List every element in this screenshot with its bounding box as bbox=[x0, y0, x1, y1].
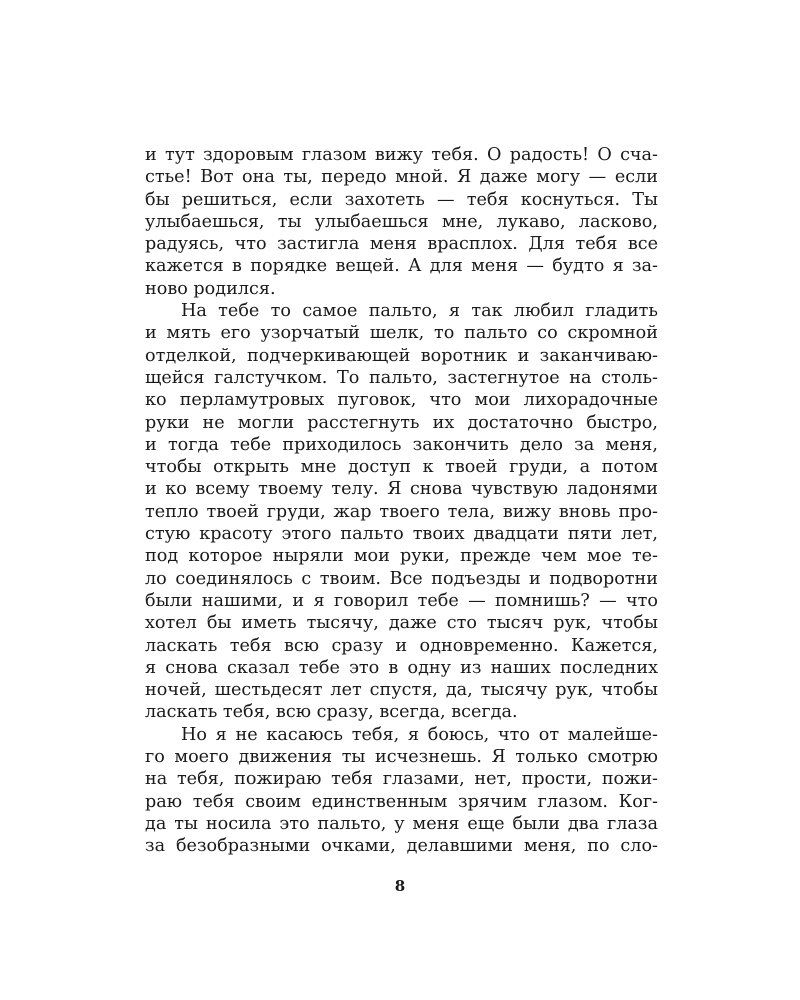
text-line: стье! Вот она ты, передо мной. Я даже могу — если bbox=[145, 167, 658, 188]
text-line: и тогда тебе приходилось закончить дело за меня, bbox=[145, 434, 658, 455]
text-line: чтобы открыть мне доступ к твоей груди, а потом bbox=[145, 457, 658, 478]
text-line: улыбаешься, ты улыбаешься мне, лукаво, ласково, bbox=[145, 211, 658, 232]
text-line: и тут здоровым глазом вижу тебя. О радость! О сча- bbox=[145, 145, 658, 165]
text-line: тепло твоей груди, жар твоего тела, вижу вновь про- bbox=[145, 501, 658, 522]
text-line: руки не могли расстегнуть их достаточно быстро, bbox=[145, 412, 658, 433]
page-number: 8 bbox=[394, 877, 406, 895]
text-line: го моего движения ты исчезнешь. Я только смотрю bbox=[145, 747, 658, 768]
text-line: ласкать тебя, всю сразу, всегда, всегда. bbox=[145, 702, 518, 723]
text-line: кажется в порядке вещей. А для меня — будто я за- bbox=[145, 256, 658, 277]
text-line: ласкать тебя всю сразу и одновременно. Кажется, bbox=[145, 635, 658, 656]
text-line: Но я не касаюсь тебя, я боюсь, что от малейше- bbox=[181, 724, 658, 745]
text-line: щейся галстучком. То пальто, застегнутое на столь- bbox=[145, 367, 658, 388]
text-line: На тебе то самое пальто, я так любил гладить bbox=[181, 301, 658, 322]
text-line: под которое ныряли мои руки, прежде чем мое те- bbox=[145, 546, 658, 567]
book-page-text bbox=[145, 144, 658, 858]
text-line: и ко всему твоему телу. Я снова чувствую ладонями bbox=[145, 479, 658, 500]
text-line: хотел бы иметь тысячу, даже сто тысяч рук, чтобы bbox=[145, 613, 658, 634]
text-line: на тебя, пожираю тебя глазами, нет, прости, пожи- bbox=[145, 769, 658, 790]
text-line: были нашими, и я говорил тебе — помнишь? — что bbox=[145, 590, 658, 611]
text-line: ко перламутровых пуговок, что мои лихорадочные bbox=[145, 390, 658, 411]
text-line: стую красоту этого пальто твоих двадцати пяти лет, bbox=[145, 524, 658, 545]
text-line: отделкой, подчеркивающей воротник и заканчиваю- bbox=[145, 345, 658, 366]
text-line: за безобразными очками, делавшими меня, по сло- bbox=[145, 836, 658, 857]
text-line: ново родился. bbox=[145, 278, 276, 299]
text-line: раю тебя своим единственным зрячим глазом. Ког- bbox=[145, 791, 658, 812]
text-line: и мять его узорчатый шелк, то пальто со скромной bbox=[145, 323, 658, 344]
text-line: бы решиться, если захотеть — тебя коснуться. Ты bbox=[145, 189, 658, 210]
text-line: радуясь, что застигла меня врасплох. Для тебя все bbox=[145, 234, 658, 255]
text-line: да ты носила это пальто, у меня еще были два глаза bbox=[145, 813, 658, 834]
text-line: ночей, шестьдесят лет спустя, да, тысячу рук, чтобы bbox=[145, 680, 658, 701]
text-line: ло соединялось с твоим. Все подъезды и подворотни bbox=[145, 568, 658, 589]
text-line: я снова сказал тебе это в одну из наших последних bbox=[145, 657, 658, 678]
